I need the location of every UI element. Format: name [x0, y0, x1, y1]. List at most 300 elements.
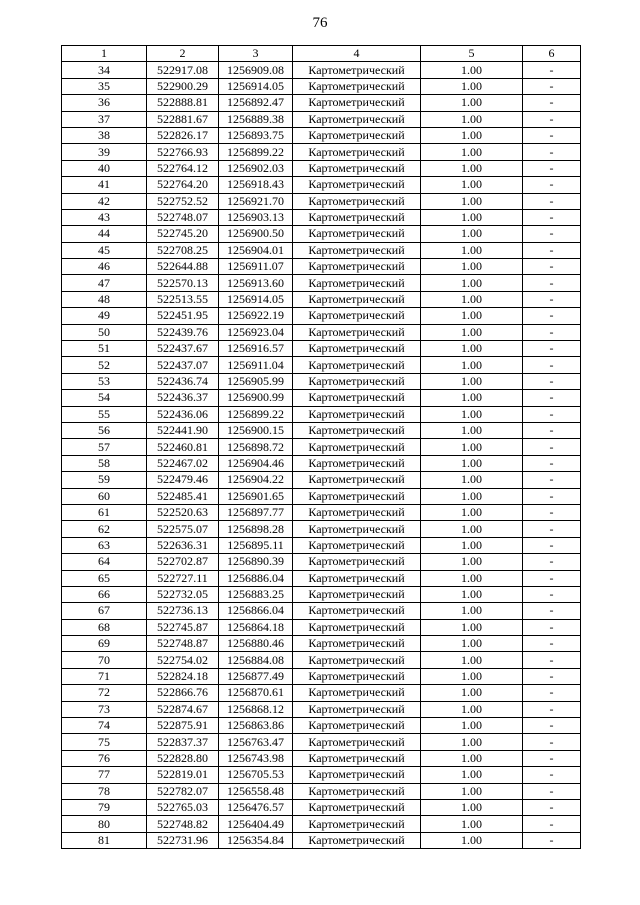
y-coordinate-cell: 1256705.53 [219, 767, 293, 783]
table-row [62, 832, 581, 848]
header-cell: 5 [421, 46, 523, 62]
note-cell: - [523, 652, 581, 668]
note-cell: - [523, 406, 581, 422]
method-cell: Картометрический [293, 767, 421, 783]
point-number-cell: 72 [62, 685, 147, 701]
x-coordinate-cell: 522745.87 [147, 619, 219, 635]
point-number-cell: 70 [62, 652, 147, 668]
point-number-cell: 79 [62, 799, 147, 815]
note-cell: - [523, 603, 581, 619]
table-row [62, 406, 581, 422]
note-cell: - [523, 619, 581, 635]
y-coordinate-cell: 1256895.11 [219, 537, 293, 553]
table-row [62, 554, 581, 570]
point-number-cell: 57 [62, 439, 147, 455]
y-coordinate-cell: 1256913.60 [219, 275, 293, 291]
note-cell: - [523, 636, 581, 652]
accuracy-cell: 1.00 [421, 455, 523, 471]
note-cell: - [523, 521, 581, 537]
note-cell: - [523, 734, 581, 750]
x-coordinate-cell: 522437.67 [147, 341, 219, 357]
note-cell: - [523, 209, 581, 225]
accuracy-cell: 1.00 [421, 160, 523, 176]
x-coordinate-cell: 522826.17 [147, 127, 219, 143]
method-cell: Картометрический [293, 62, 421, 78]
note-cell: - [523, 341, 581, 357]
note-cell: - [523, 95, 581, 111]
accuracy-cell: 1.00 [421, 521, 523, 537]
point-number-cell: 80 [62, 816, 147, 832]
method-cell: Картометрический [293, 160, 421, 176]
header-cell: 1 [62, 46, 147, 62]
table-row [62, 734, 581, 750]
method-cell: Картометрический [293, 832, 421, 848]
method-cell: Картометрический [293, 439, 421, 455]
accuracy-cell: 1.00 [421, 472, 523, 488]
note-cell: - [523, 160, 581, 176]
point-number-cell: 43 [62, 209, 147, 225]
table-row [62, 111, 581, 127]
method-cell: Картометрический [293, 406, 421, 422]
method-cell: Картометрический [293, 341, 421, 357]
accuracy-cell: 1.00 [421, 750, 523, 766]
y-coordinate-cell: 1256884.08 [219, 652, 293, 668]
method-cell: Картометрический [293, 291, 421, 307]
method-cell: Картометрический [293, 636, 421, 652]
y-coordinate-cell: 1256914.05 [219, 291, 293, 307]
method-cell: Картометрический [293, 554, 421, 570]
y-coordinate-cell: 1256899.22 [219, 406, 293, 422]
accuracy-cell: 1.00 [421, 357, 523, 373]
y-coordinate-cell: 1256905.99 [219, 373, 293, 389]
x-coordinate-cell: 522881.67 [147, 111, 219, 127]
x-coordinate-cell: 522702.87 [147, 554, 219, 570]
x-coordinate-cell: 522708.25 [147, 242, 219, 258]
table-row [62, 488, 581, 504]
y-coordinate-cell: 1256900.99 [219, 390, 293, 406]
accuracy-cell: 1.00 [421, 603, 523, 619]
note-cell: - [523, 685, 581, 701]
note-cell: - [523, 390, 581, 406]
y-coordinate-cell: 1256911.04 [219, 357, 293, 373]
method-cell: Картометрический [293, 668, 421, 684]
point-number-cell: 35 [62, 78, 147, 94]
table-row [62, 209, 581, 225]
x-coordinate-cell: 522441.90 [147, 422, 219, 438]
method-cell: Картометрический [293, 504, 421, 520]
method-cell: Картометрический [293, 521, 421, 537]
accuracy-cell: 1.00 [421, 324, 523, 340]
accuracy-cell: 1.00 [421, 783, 523, 799]
point-number-cell: 50 [62, 324, 147, 340]
accuracy-cell: 1.00 [421, 488, 523, 504]
note-cell: - [523, 701, 581, 717]
table-row [62, 521, 581, 537]
x-coordinate-cell: 522436.06 [147, 406, 219, 422]
note-cell: - [523, 767, 581, 783]
method-cell: Картометрический [293, 144, 421, 160]
table-row [62, 504, 581, 520]
note-cell: - [523, 259, 581, 275]
y-coordinate-cell: 1256901.65 [219, 488, 293, 504]
x-coordinate-cell: 522824.18 [147, 668, 219, 684]
point-number-cell: 55 [62, 406, 147, 422]
y-coordinate-cell: 1256743.98 [219, 750, 293, 766]
y-coordinate-cell: 1256904.01 [219, 242, 293, 258]
x-coordinate-cell: 522900.29 [147, 78, 219, 94]
method-cell: Картометрический [293, 193, 421, 209]
method-cell: Картометрический [293, 472, 421, 488]
y-coordinate-cell: 1256911.07 [219, 259, 293, 275]
accuracy-cell: 1.00 [421, 586, 523, 602]
accuracy-cell: 1.00 [421, 127, 523, 143]
x-coordinate-cell: 522866.76 [147, 685, 219, 701]
point-number-cell: 51 [62, 341, 147, 357]
y-coordinate-cell: 1256923.04 [219, 324, 293, 340]
note-cell: - [523, 554, 581, 570]
x-coordinate-cell: 522819.01 [147, 767, 219, 783]
accuracy-cell: 1.00 [421, 685, 523, 701]
point-number-cell: 45 [62, 242, 147, 258]
table-row [62, 341, 581, 357]
point-number-cell: 44 [62, 226, 147, 242]
accuracy-cell: 1.00 [421, 619, 523, 635]
x-coordinate-cell: 522437.07 [147, 357, 219, 373]
y-coordinate-cell: 1256880.46 [219, 636, 293, 652]
accuracy-cell: 1.00 [421, 275, 523, 291]
accuracy-cell: 1.00 [421, 209, 523, 225]
method-cell: Картометрический [293, 95, 421, 111]
accuracy-cell: 1.00 [421, 554, 523, 570]
table-row [62, 324, 581, 340]
y-coordinate-cell: 1256893.75 [219, 127, 293, 143]
accuracy-cell: 1.00 [421, 226, 523, 242]
accuracy-cell: 1.00 [421, 668, 523, 684]
table-row [62, 750, 581, 766]
method-cell: Картометрический [293, 652, 421, 668]
point-number-cell: 53 [62, 373, 147, 389]
table-row [62, 144, 581, 160]
x-coordinate-cell: 522754.02 [147, 652, 219, 668]
note-cell: - [523, 783, 581, 799]
note-cell: - [523, 504, 581, 520]
point-number-cell: 74 [62, 718, 147, 734]
point-number-cell: 38 [62, 127, 147, 143]
accuracy-cell: 1.00 [421, 341, 523, 357]
x-coordinate-cell: 522436.74 [147, 373, 219, 389]
x-coordinate-cell: 522837.37 [147, 734, 219, 750]
note-cell: - [523, 816, 581, 832]
method-cell: Картометрический [293, 242, 421, 258]
x-coordinate-cell: 522748.07 [147, 209, 219, 225]
y-coordinate-cell: 1256886.04 [219, 570, 293, 586]
note-cell: - [523, 488, 581, 504]
note-cell: - [523, 291, 581, 307]
accuracy-cell: 1.00 [421, 95, 523, 111]
point-number-cell: 56 [62, 422, 147, 438]
y-coordinate-cell: 1256877.49 [219, 668, 293, 684]
coordinates-table [61, 45, 581, 849]
table-row [62, 193, 581, 209]
accuracy-cell: 1.00 [421, 799, 523, 815]
method-cell: Картометрический [293, 209, 421, 225]
method-cell: Картометрический [293, 783, 421, 799]
note-cell: - [523, 242, 581, 258]
x-coordinate-cell: 522451.95 [147, 308, 219, 324]
x-coordinate-cell: 522828.80 [147, 750, 219, 766]
table-row [62, 455, 581, 471]
method-cell: Картометрический [293, 685, 421, 701]
table-row [62, 390, 581, 406]
note-cell: - [523, 422, 581, 438]
note-cell: - [523, 832, 581, 848]
table-row [62, 259, 581, 275]
x-coordinate-cell: 522479.46 [147, 472, 219, 488]
header-cell: 3 [219, 46, 293, 62]
x-coordinate-cell: 522748.87 [147, 636, 219, 652]
method-cell: Картометрический [293, 718, 421, 734]
table-row [62, 226, 581, 242]
x-coordinate-cell: 522575.07 [147, 521, 219, 537]
note-cell: - [523, 275, 581, 291]
point-number-cell: 42 [62, 193, 147, 209]
accuracy-cell: 1.00 [421, 537, 523, 553]
x-coordinate-cell: 522436.37 [147, 390, 219, 406]
table-row [62, 619, 581, 635]
y-coordinate-cell: 1256883.25 [219, 586, 293, 602]
method-cell: Картометрический [293, 619, 421, 635]
point-number-cell: 77 [62, 767, 147, 783]
note-cell: - [523, 226, 581, 242]
method-cell: Картометрический [293, 226, 421, 242]
table-row [62, 816, 581, 832]
point-number-cell: 41 [62, 177, 147, 193]
point-number-cell: 60 [62, 488, 147, 504]
x-coordinate-cell: 522917.08 [147, 62, 219, 78]
table-row [62, 652, 581, 668]
accuracy-cell: 1.00 [421, 291, 523, 307]
header-cell: 2 [147, 46, 219, 62]
x-coordinate-cell: 522727.11 [147, 570, 219, 586]
method-cell: Картометрический [293, 373, 421, 389]
table-row [62, 160, 581, 176]
note-cell: - [523, 586, 581, 602]
note-cell: - [523, 111, 581, 127]
accuracy-cell: 1.00 [421, 504, 523, 520]
accuracy-cell: 1.00 [421, 718, 523, 734]
table-row [62, 127, 581, 143]
y-coordinate-cell: 1256899.22 [219, 144, 293, 160]
x-coordinate-cell: 522764.12 [147, 160, 219, 176]
method-cell: Картометрический [293, 324, 421, 340]
accuracy-cell: 1.00 [421, 259, 523, 275]
point-number-cell: 34 [62, 62, 147, 78]
table-row [62, 422, 581, 438]
x-coordinate-cell: 522570.13 [147, 275, 219, 291]
method-cell: Картометрический [293, 127, 421, 143]
table-row [62, 767, 581, 783]
y-coordinate-cell: 1256904.46 [219, 455, 293, 471]
x-coordinate-cell: 522520.63 [147, 504, 219, 520]
y-coordinate-cell: 1256868.12 [219, 701, 293, 717]
point-number-cell: 61 [62, 504, 147, 520]
method-cell: Картометрический [293, 78, 421, 94]
note-cell: - [523, 324, 581, 340]
x-coordinate-cell: 522736.13 [147, 603, 219, 619]
y-coordinate-cell: 1256902.03 [219, 160, 293, 176]
method-cell: Картометрический [293, 390, 421, 406]
table-row [62, 242, 581, 258]
accuracy-cell: 1.00 [421, 144, 523, 160]
point-number-cell: 63 [62, 537, 147, 553]
y-coordinate-cell: 1256914.05 [219, 78, 293, 94]
y-coordinate-cell: 1256866.04 [219, 603, 293, 619]
note-cell: - [523, 373, 581, 389]
table-row [62, 799, 581, 815]
note-cell: - [523, 455, 581, 471]
accuracy-cell: 1.00 [421, 390, 523, 406]
accuracy-cell: 1.00 [421, 177, 523, 193]
table-row [62, 439, 581, 455]
method-cell: Картометрический [293, 259, 421, 275]
accuracy-cell: 1.00 [421, 636, 523, 652]
point-number-cell: 46 [62, 259, 147, 275]
point-number-cell: 39 [62, 144, 147, 160]
point-number-cell: 52 [62, 357, 147, 373]
table-row [62, 783, 581, 799]
y-coordinate-cell: 1256354.84 [219, 832, 293, 848]
point-number-cell: 71 [62, 668, 147, 684]
method-cell: Картометрический [293, 701, 421, 717]
table-row [62, 308, 581, 324]
method-cell: Картометрический [293, 177, 421, 193]
note-cell: - [523, 537, 581, 553]
x-coordinate-cell: 522875.91 [147, 718, 219, 734]
note-cell: - [523, 799, 581, 815]
x-coordinate-cell: 522766.93 [147, 144, 219, 160]
note-cell: - [523, 357, 581, 373]
note-cell: - [523, 750, 581, 766]
accuracy-cell: 1.00 [421, 111, 523, 127]
point-number-cell: 76 [62, 750, 147, 766]
point-number-cell: 65 [62, 570, 147, 586]
y-coordinate-cell: 1256904.22 [219, 472, 293, 488]
page-number: 76 [312, 15, 328, 31]
method-cell: Картометрический [293, 603, 421, 619]
table-body [62, 62, 581, 849]
y-coordinate-cell: 1256909.08 [219, 62, 293, 78]
method-cell: Картометрический [293, 537, 421, 553]
accuracy-cell: 1.00 [421, 193, 523, 209]
y-coordinate-cell: 1256918.43 [219, 177, 293, 193]
note-cell: - [523, 193, 581, 209]
method-cell: Картометрический [293, 111, 421, 127]
point-number-cell: 69 [62, 636, 147, 652]
y-coordinate-cell: 1256921.70 [219, 193, 293, 209]
point-number-cell: 48 [62, 291, 147, 307]
note-cell: - [523, 570, 581, 586]
table-row [62, 685, 581, 701]
point-number-cell: 67 [62, 603, 147, 619]
method-cell: Картометрический [293, 750, 421, 766]
table-row [62, 701, 581, 717]
note-cell: - [523, 668, 581, 684]
table-header-row [62, 46, 581, 62]
x-coordinate-cell: 522644.88 [147, 259, 219, 275]
note-cell: - [523, 62, 581, 78]
y-coordinate-cell: 1256476.57 [219, 799, 293, 815]
accuracy-cell: 1.00 [421, 701, 523, 717]
accuracy-cell: 1.00 [421, 816, 523, 832]
accuracy-cell: 1.00 [421, 242, 523, 258]
header-cell: 4 [293, 46, 421, 62]
y-coordinate-cell: 1256900.50 [219, 226, 293, 242]
point-number-cell: 66 [62, 586, 147, 602]
x-coordinate-cell: 522752.52 [147, 193, 219, 209]
method-cell: Картометрический [293, 570, 421, 586]
accuracy-cell: 1.00 [421, 832, 523, 848]
accuracy-cell: 1.00 [421, 62, 523, 78]
x-coordinate-cell: 522732.05 [147, 586, 219, 602]
accuracy-cell: 1.00 [421, 373, 523, 389]
accuracy-cell: 1.00 [421, 406, 523, 422]
accuracy-cell: 1.00 [421, 78, 523, 94]
point-number-cell: 40 [62, 160, 147, 176]
y-coordinate-cell: 1256763.47 [219, 734, 293, 750]
y-coordinate-cell: 1256558.48 [219, 783, 293, 799]
point-number-cell: 58 [62, 455, 147, 471]
note-cell: - [523, 127, 581, 143]
note-cell: - [523, 718, 581, 734]
table-row [62, 718, 581, 734]
method-cell: Картометрический [293, 275, 421, 291]
method-cell: Картометрический [293, 799, 421, 815]
note-cell: - [523, 177, 581, 193]
y-coordinate-cell: 1256903.13 [219, 209, 293, 225]
y-coordinate-cell: 1256890.39 [219, 554, 293, 570]
x-coordinate-cell: 522731.96 [147, 832, 219, 848]
point-number-cell: 75 [62, 734, 147, 750]
y-coordinate-cell: 1256404.49 [219, 816, 293, 832]
method-cell: Картометрический [293, 422, 421, 438]
point-number-cell: 73 [62, 701, 147, 717]
y-coordinate-cell: 1256889.38 [219, 111, 293, 127]
method-cell: Картометрический [293, 586, 421, 602]
table-row [62, 668, 581, 684]
method-cell: Картометрический [293, 488, 421, 504]
method-cell: Картометрический [293, 816, 421, 832]
x-coordinate-cell: 522765.03 [147, 799, 219, 815]
accuracy-cell: 1.00 [421, 767, 523, 783]
point-number-cell: 78 [62, 783, 147, 799]
x-coordinate-cell: 522439.76 [147, 324, 219, 340]
point-number-cell: 47 [62, 275, 147, 291]
table-row [62, 570, 581, 586]
y-coordinate-cell: 1256864.18 [219, 619, 293, 635]
table-row [62, 177, 581, 193]
point-number-cell: 81 [62, 832, 147, 848]
table-row [62, 95, 581, 111]
y-coordinate-cell: 1256916.57 [219, 341, 293, 357]
point-number-cell: 49 [62, 308, 147, 324]
method-cell: Картометрический [293, 308, 421, 324]
note-cell: - [523, 439, 581, 455]
y-coordinate-cell: 1256897.77 [219, 504, 293, 520]
table-row [62, 586, 581, 602]
point-number-cell: 62 [62, 521, 147, 537]
method-cell: Картометрический [293, 734, 421, 750]
note-cell: - [523, 144, 581, 160]
